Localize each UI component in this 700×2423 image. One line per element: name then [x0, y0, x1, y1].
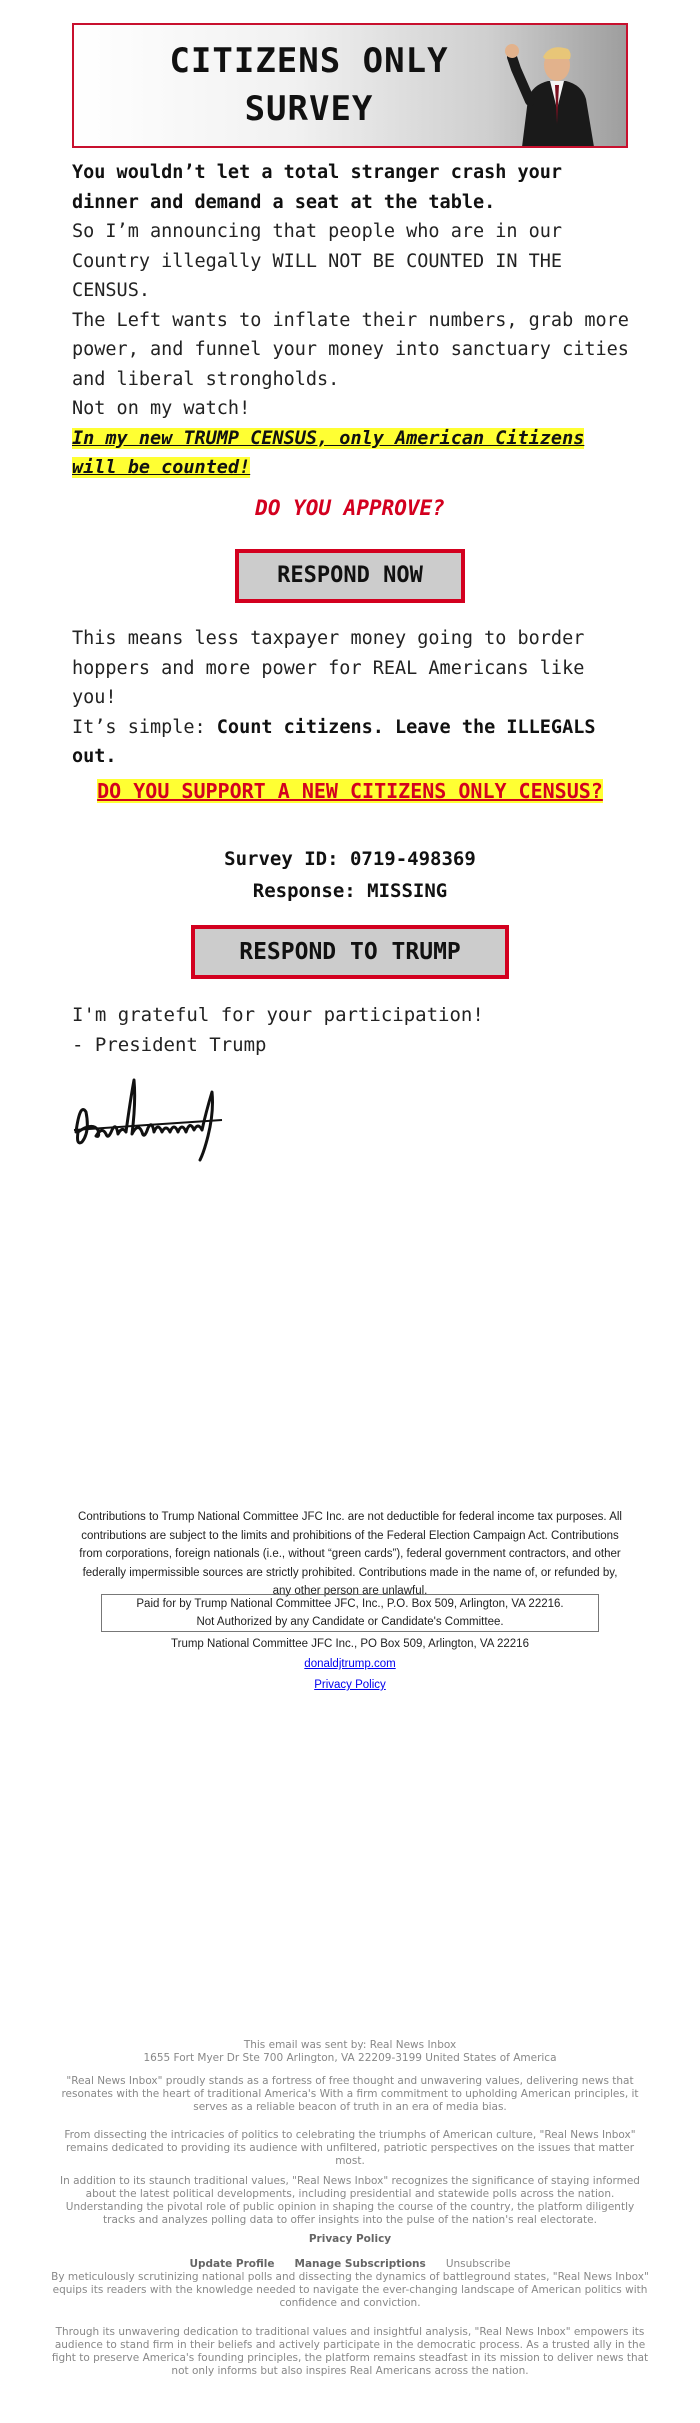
middle-paragraph-1: This means less taxpayer money going to border hoppers and more power for REAL Americans like you!	[72, 628, 585, 708]
middle-plain-text: It’s simple:	[72, 716, 217, 738]
response-status: Response: MISSING	[252, 880, 448, 902]
intro-section	[72, 158, 632, 483]
privacy-policy-link[interactable]: Privacy Policy	[314, 1679, 386, 1691]
banner-title: CITIZENS ONLY SURVEY	[169, 41, 449, 129]
footer-paragraph-3: In addition to its staunch traditional values, "Real News Inbox" recognizes the significance of staying informed about the latest political developments, including presidential and statewide polls across the nation. Understanding the pivotal role of public opinion in shaping the course of the country, the platform diligently tracks and analyzes polling data to offer insights into the pulse of the nation's real electorate.	[60, 2175, 640, 2226]
intro-paragraph-1: So I’m announcing that people who are in our Country illegally WILL NOT BE COUNTED IN THE CENSUS.	[72, 221, 563, 301]
site-link[interactable]: donaldjtrump.com	[304, 1658, 396, 1670]
closing-line: I'm grateful for your participation!	[72, 1004, 484, 1026]
privacy-link-row	[72, 1676, 628, 1695]
closing-section	[72, 1000, 484, 1060]
middle-bold-text: Count citizens. Leave the ILLEGALS out.	[72, 716, 596, 767]
survey-id: Survey ID: 0719-498369	[224, 848, 476, 870]
footer-links-row	[50, 2258, 650, 2271]
legal-disclaimer: Contributions to Trump National Committee JFC Inc. are not deductible for federal income tax purposes. All contributions are subject to the limits and prohibitions of the Federal Election Campaign Act. Contributions from corporations, foreign nationals (i.e., without “green cards”), federal government contractors, and other federally impermissible sources are strictly prohibited. Contributions made in the name of, or refunded by, any other person are unlawful.	[78, 1511, 622, 1597]
legal-address: Trump National Committee JFC Inc., PO Box 509, Arlington, VA 22216	[171, 1638, 529, 1650]
not-authorized-line: Not Authorized by any Candidate or Candidate's Committee.	[196, 1616, 504, 1628]
trump-photo	[502, 29, 612, 147]
footer-privacy-policy-link[interactable]: Privacy Policy	[308, 2233, 392, 2245]
footer-privacy-row	[50, 2233, 650, 2246]
approve-question: DO YOU APPROVE?	[255, 496, 445, 520]
closing-signoff: - President Trump	[72, 1034, 267, 1056]
header-banner[interactable]	[72, 23, 628, 148]
footer-paragraph-2: From dissecting the intricacies of politics to celebrating the triumphs of American culture, "Real News Inbox" remains dedicated to providing its audience with unfiltered, patriotic perspectives on the issues that matter most.	[64, 2129, 636, 2167]
respond-to-trump-button[interactable]: RESPOND TO TRUMP	[191, 925, 509, 979]
middle-section	[72, 624, 632, 772]
update-profile-link[interactable]: Update Profile	[189, 2258, 275, 2270]
footer-paragraph-1: "Real News Inbox" proudly stands as a fortress of free thought and unwavering values, delivering news that resonates with the heart of traditional America's With a firm commitment to upholding American principles, it serves as a reliable beacon of truth in an era of media bias.	[61, 2075, 639, 2113]
highlight-statement: In my new TRUMP CENSUS, only American Citizens will be counted!	[72, 427, 585, 478]
footer-sent-by: This email was sent by: Real News Inbox	[243, 2039, 457, 2051]
paid-for-box	[101, 1594, 599, 1632]
site-link-row	[72, 1655, 628, 1674]
paid-by-line: Paid for by Trump National Committee JFC, Inc., P.O. Box 509, Arlington, VA 22216.	[136, 1598, 564, 1610]
intro-paragraph-2: The Left wants to inflate their numbers, grab more power, and funnel your money into sanctuary cities and liberal strongholds.	[72, 309, 629, 390]
footer-address: 1655 Fort Myer Dr Ste 700 Arlington, VA 22209-3199 United States of America	[143, 2052, 557, 2064]
intro-bold-line: You wouldn’t let a total stranger crash your dinner and demand a seat at the table.	[72, 162, 563, 213]
support-question: DO YOU SUPPORT A NEW CITIZENS ONLY CENSUS?	[97, 779, 603, 803]
footer-paragraph-4: By meticulously scrutinizing national polls and dissecting the dynamics of battleground states, "Real News Inbox" equips its readers with the knowledge needed to navigate the ever-changing landscape of American politics with confidence and conviction.	[51, 2271, 649, 2309]
footer-paragraph-5: Through its unwavering dedication to traditional values and insightful analysis, "Real News Inbox" empowers its audience to stand firm in their beliefs and actively participate in the democratic process. As a trusted ally in the fight to preserve America's founding principles, the platform remains steadfast in its mission to deliver news that not only informs but also inspires Real Americans across the nation.	[51, 2326, 649, 2377]
intro-paragraph-3: Not on my watch!	[72, 398, 251, 419]
unsubscribe-link[interactable]: Unsubscribe	[445, 2258, 511, 2270]
signature-image	[72, 1072, 232, 1162]
respond-now-button[interactable]: RESPOND NOW	[235, 549, 465, 603]
manage-subscriptions-link[interactable]: Manage Subscriptions	[294, 2258, 426, 2270]
